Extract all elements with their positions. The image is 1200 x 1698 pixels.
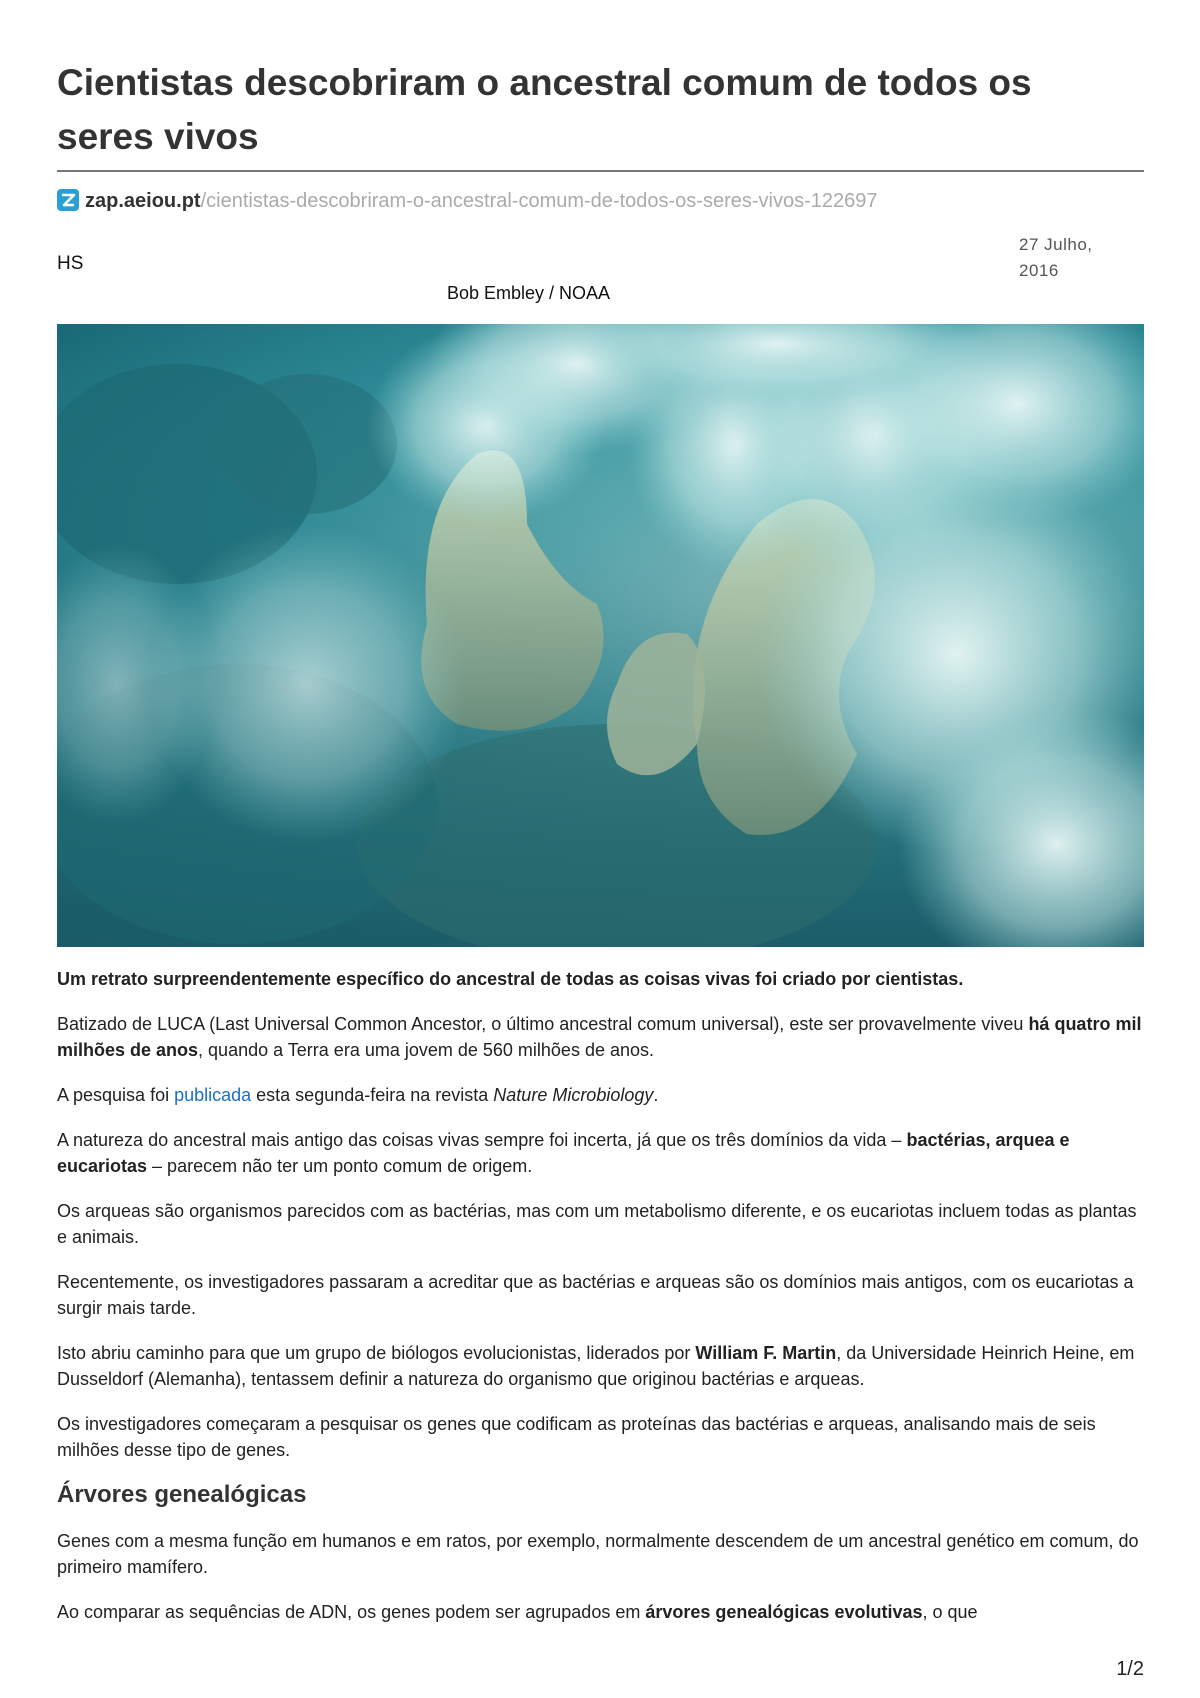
page-number: 1/2	[1116, 1658, 1144, 1680]
photo-credit: Bob Embley / NOAA	[447, 283, 611, 303]
paragraph: Ao comparar as sequências de ADN, os genes podem ser agrupados em árvores genealógicas evolutivas, o que	[57, 1602, 978, 1622]
article-body	[57, 966, 1144, 1644]
source-url[interactable]	[57, 188, 878, 214]
paragraph: Recentemente, os investigadores passaram a acreditar que as bactérias e arqueas são os domínios mais antigos, com os eucariotas a surgir mais tarde.	[57, 1272, 1134, 1318]
paragraph: A natureza do ancestral mais antigo das coisas vivas sempre foi incerta, já que os três domínios da vida – bactérias, arquea e eucariotas – parecem não ter um ponto comum de origem.	[57, 1130, 1070, 1176]
paragraph: Batizado de LUCA (Last Universal Common Ancestor, o último ancestral comum universal), este ser provavelmente viveu há quatro mil milhões de anos, quando a Terra era uma jovem de 560 milhões de anos.	[57, 1014, 1142, 1060]
zap-logo-icon	[57, 189, 79, 211]
paragraph: Os investigadores começaram a pesquisar os genes que codificam as proteínas das bactérias e arqueas, analisando mais de seis milhões desse tipo de genes.	[57, 1414, 1096, 1460]
lead-paragraph: Um retrato surpreendentemente específico do ancestral de todas as coisas vivas foi criado por cientistas.	[57, 969, 964, 989]
paragraph: A pesquisa foi publicada esta segunda-feira na revista Nature Microbiology.	[57, 1085, 659, 1105]
publish-date: 27 Julho, 2016	[1019, 235, 1093, 280]
article-title: Cientistas descobriram o ancestral comum de todos os seres vivos	[57, 62, 1032, 157]
paragraph: Genes com a mesma função em humanos e em ratos, por exemplo, normalmente descendem de um ancestral genético em comum, do primeiro mamífero.	[57, 1531, 1139, 1577]
hydrothermal-vent-photo	[57, 324, 1144, 947]
subheading: Árvores genealógicas	[57, 1481, 307, 1508]
title-divider	[57, 170, 1144, 172]
source-domain: zap.aeiou.pt	[85, 190, 201, 212]
source-path: /cientistas-descobriram-o-ancestral-comum-de-todos-os-seres-vivos-122697	[200, 190, 878, 212]
paragraph: Os arqueas são organismos parecidos com as bactérias, mas com um metabolismo diferente, e os eucariotas incluem todas as plantas e animais.	[57, 1201, 1137, 1247]
publicada-link[interactable]: publicada	[174, 1085, 252, 1105]
paragraph: Isto abriu caminho para que um grupo de biólogos evolucionistas, liderados por William F. Martin, da Universidade Heinrich Heine, em Dusseldorf (Alemanha), tentassem definir a natureza do organismo que originou bactérias e arqueas.	[57, 1343, 1135, 1389]
author: HS	[57, 253, 84, 274]
